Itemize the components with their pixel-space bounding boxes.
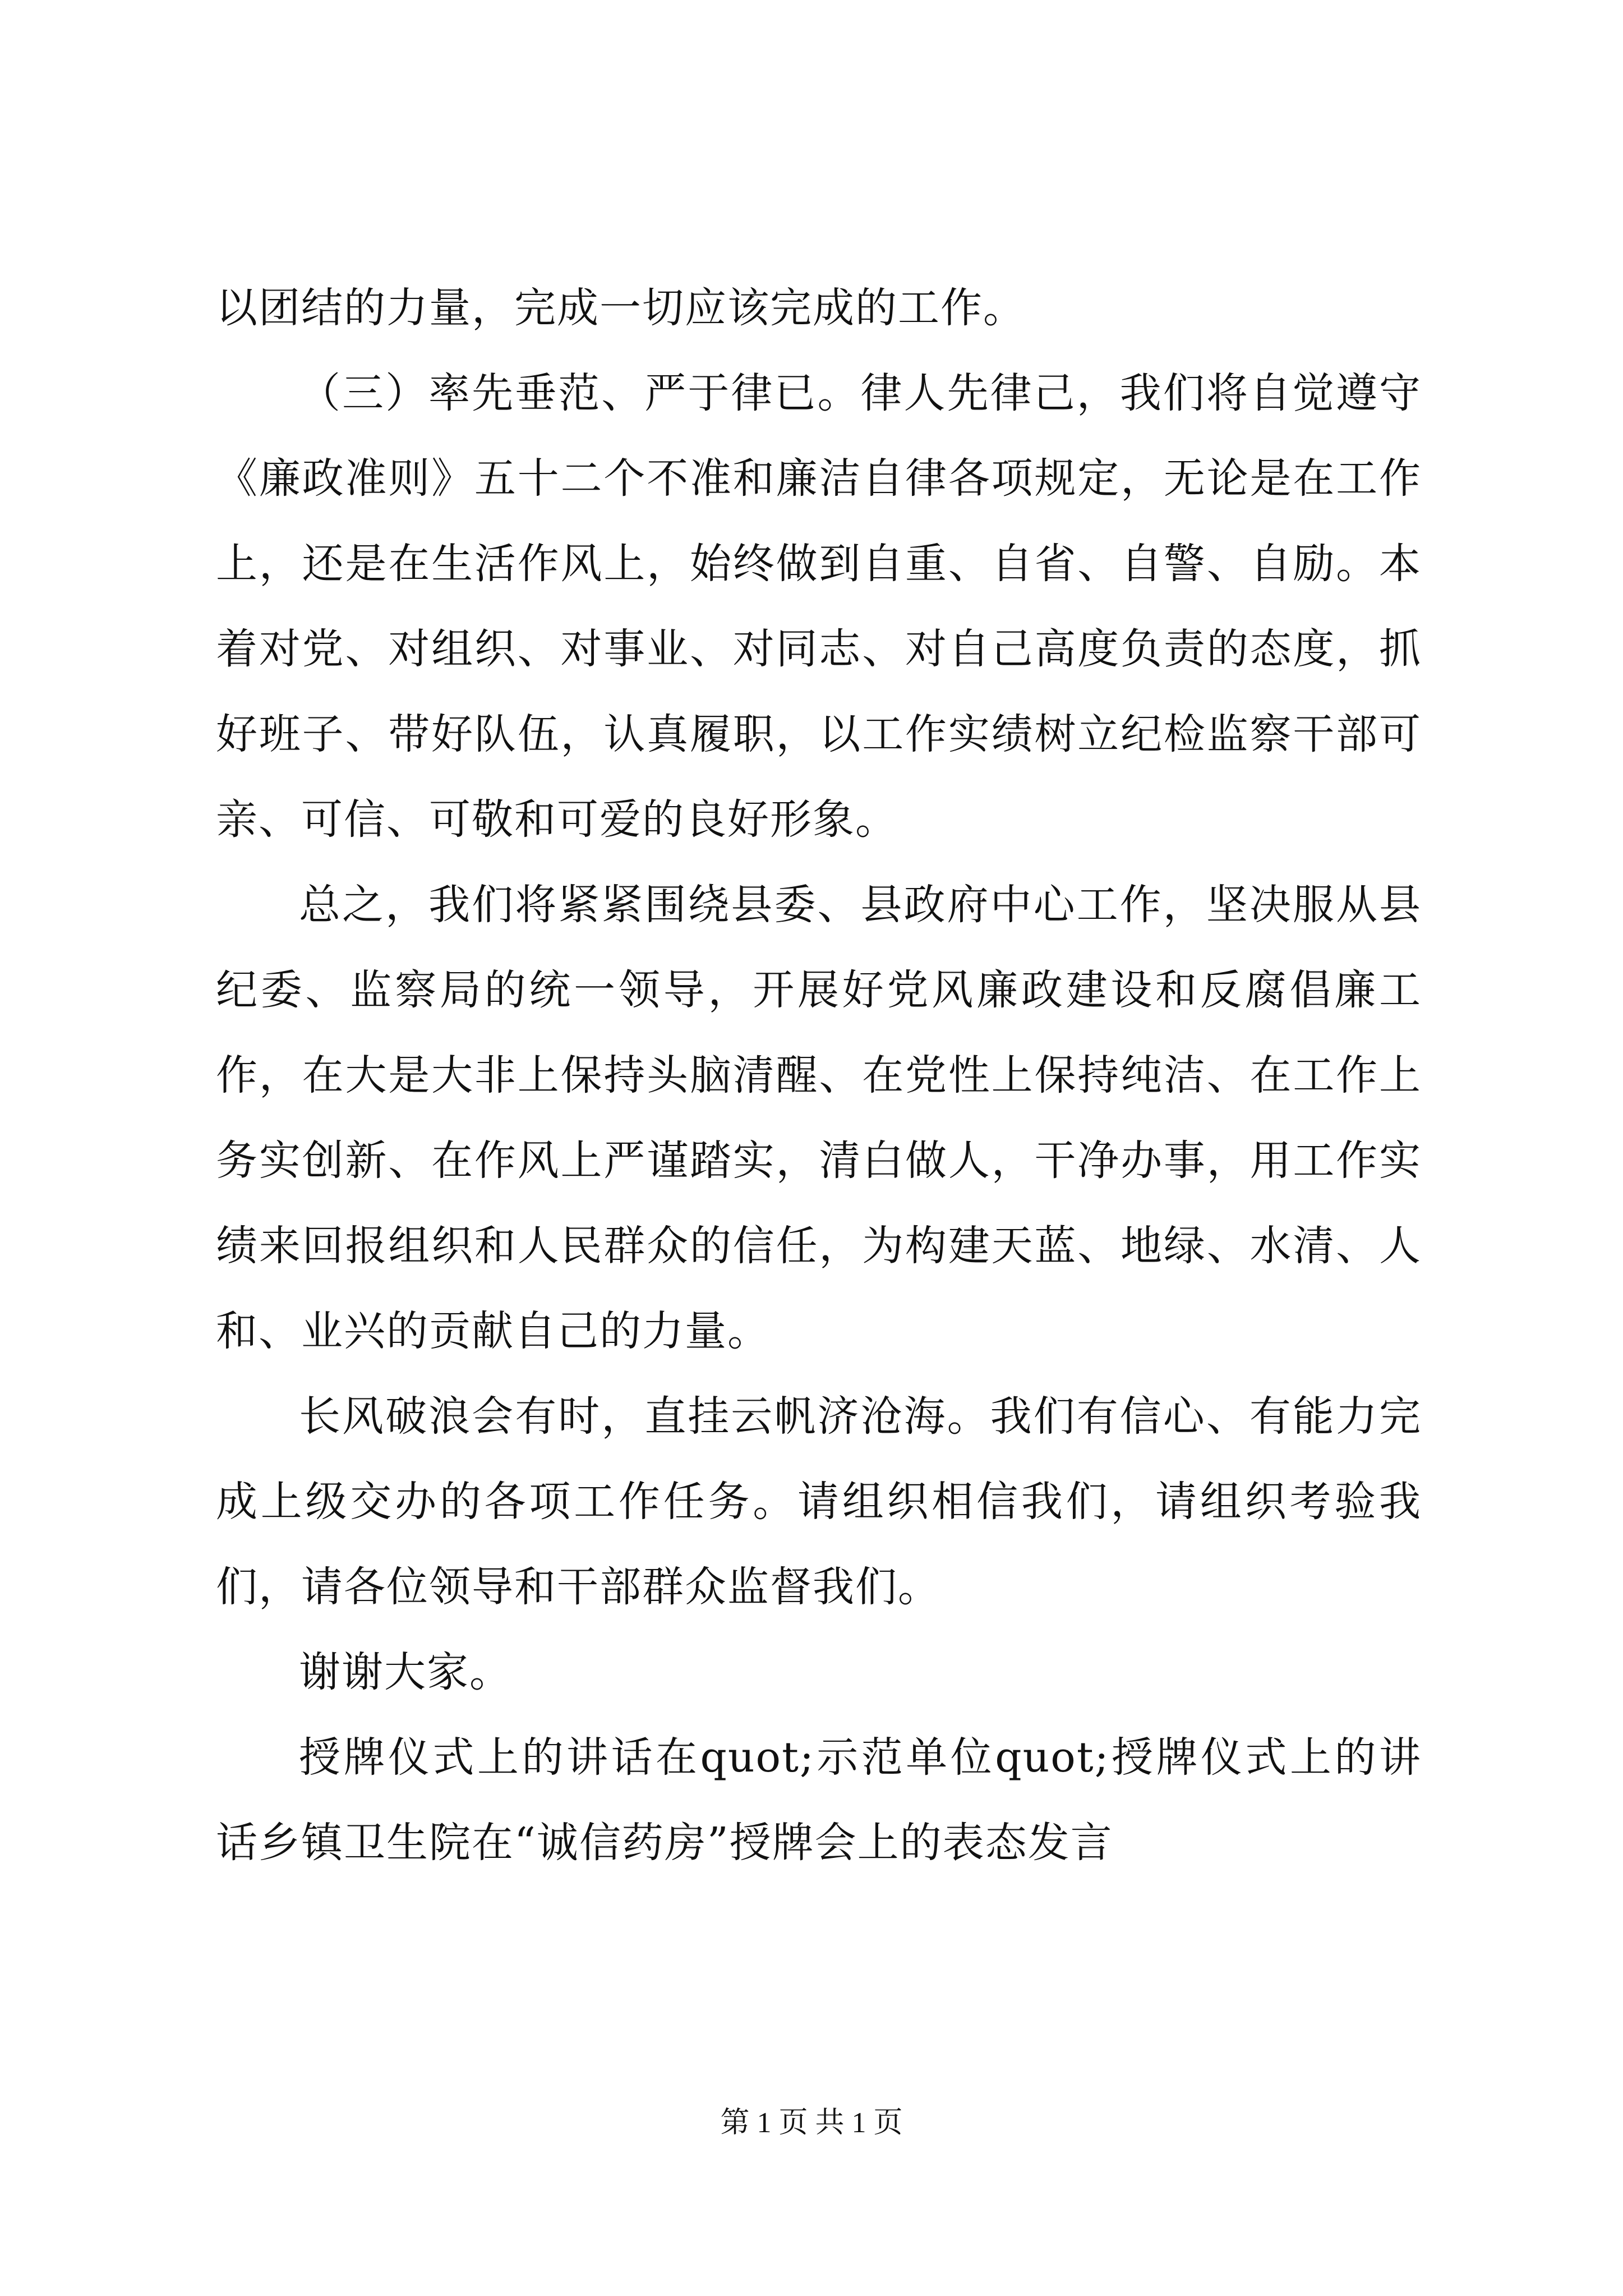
paragraph-self-discipline: （三）率先垂范、严于律已。律人先律己，我们将自觉遵守《廉政准则》五十二个不准和廉洁自律各项规定，无论是在工作上，还是在生活作风上，始终做到自重、自省、自警、自励。本着对党、对组织、对事业、对同志、对自己高度负责的态度，抓好班子、带好队伍，认真履职，以工作实绩树立纪检监察干部可亲、可信、可敬和可爱的良好形象。 xyxy=(216,369,1422,844)
paragraph-confidence: 长风破浪会有时，直挂云帆济沧海。我们有信心、有能力完成上级交办的各项工作任务。请组织相信我们，请组织考验我们，请各位领导和干部群众监督我们。 xyxy=(216,1392,1422,1611)
paragraph-summary: 总之，我们将紧紧围绕县委、县政府中心工作，坚决服从县纪委、监察局的统一领导，开展好党风廉政建设和反腐倡廉工作，在大是大非上保持头脑清醒、在党性上保持纯洁、在工作上务实创新、在作风上严谨踏实，清白做人，干净办事，用工作实绩来回报组织和人民群众的信任，为构建天蓝、地绿、水清、人和、业兴的贡献自己的力量。 xyxy=(216,881,1422,1355)
paragraph-thanks: 谢谢大家。 xyxy=(299,1648,512,1696)
document-body xyxy=(216,265,1422,1885)
page-footer: 第 1 页 共 1 页 xyxy=(720,2107,903,2139)
paragraph-related-titles: 授牌仪式上的讲话在quot;示范单位quot;授牌仪式上的讲话乡镇卫生院在“诚信药房”授牌会上的表态发言 xyxy=(216,1733,1422,1867)
paragraph-continuation: 以团结的力量，完成一切应该完成的工作。 xyxy=(216,284,1026,332)
